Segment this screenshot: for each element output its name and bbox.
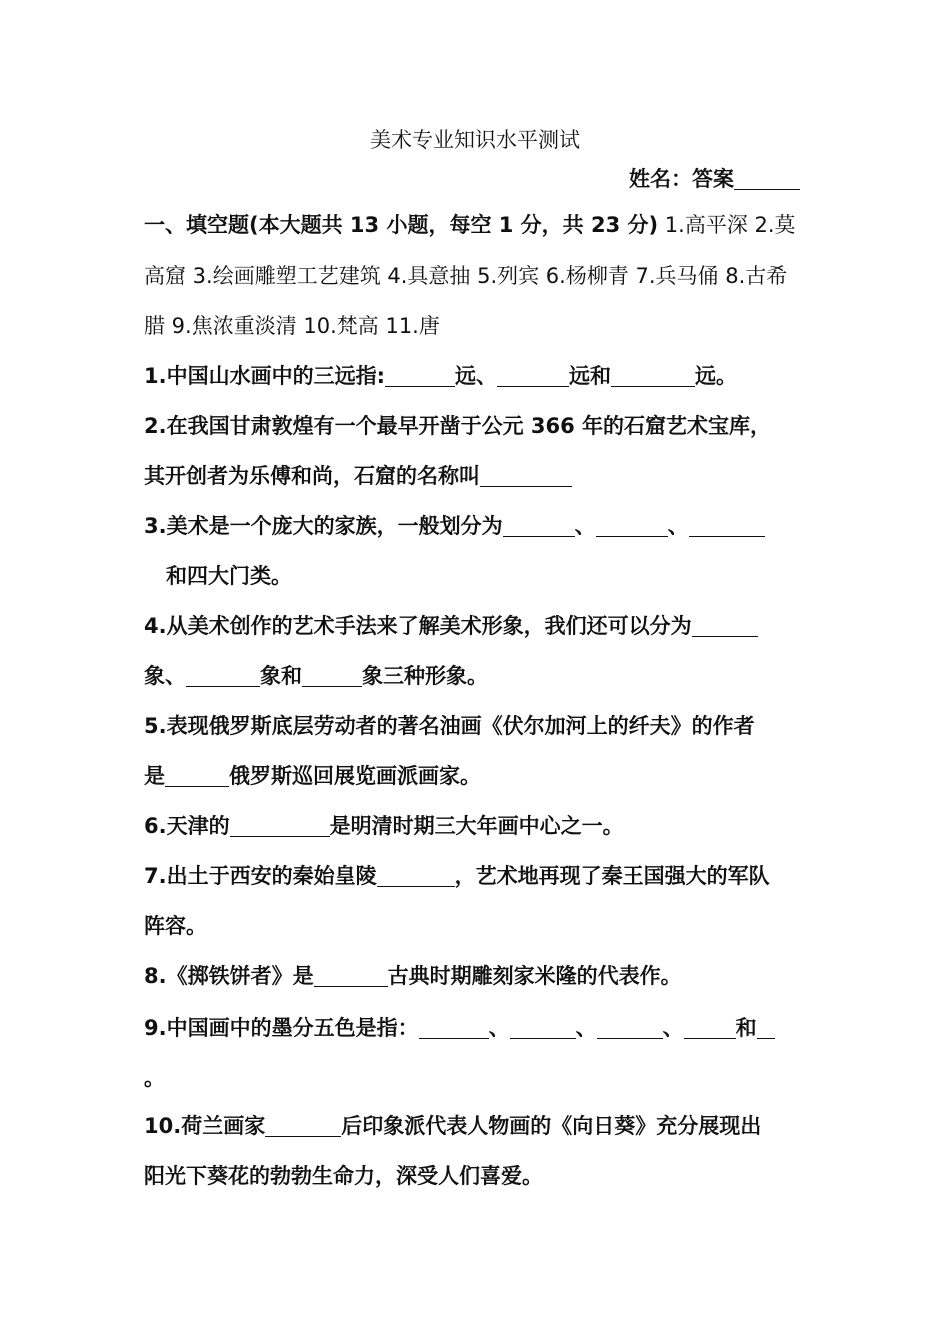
q6-text-b: 是明清时期三大年画中心之一。 <box>329 814 624 838</box>
question-2-line-1: 2.在我国甘肃敦煌有一个最早开凿于公元 366 年的石窟艺术宝库， <box>144 414 772 438</box>
question-7 <box>144 862 806 890</box>
q2-blank-1[interactable] <box>480 464 572 487</box>
q1-text-c: 远和 <box>569 364 611 388</box>
question-3 <box>144 512 806 540</box>
q4-text-a: 4.从美术创作的艺术手法来了解美术形象，我们还可以分为 <box>144 614 692 638</box>
q8-text-a: 8.《掷铁饼者》是 <box>144 964 314 988</box>
q4-text-d: 象三种形象。 <box>362 664 488 688</box>
q4-blank-2[interactable] <box>186 664 260 687</box>
q3-blank-1[interactable] <box>503 514 575 537</box>
q7-text-b: ，艺术地再现了秦王国强大的军队 <box>454 864 770 888</box>
q10-text-a: 10.荷兰画家 <box>144 1114 266 1138</box>
name-blank[interactable] <box>734 167 800 190</box>
q4-text-b: 象、 <box>144 664 186 688</box>
q10-blank-1[interactable] <box>265 1114 341 1137</box>
q3-blank-2[interactable] <box>596 514 668 537</box>
q9-blank-2[interactable] <box>510 1016 576 1039</box>
question-10-line-2: 阳光下葵花的勃勃生命力，深受人们喜爱。 <box>144 1164 543 1188</box>
q4-blank-3[interactable] <box>302 664 362 687</box>
name-field <box>629 163 800 193</box>
q1-blank-1[interactable] <box>385 364 455 387</box>
section-heading-line <box>144 211 806 239</box>
question-9-line-2: 。 <box>144 1066 165 1090</box>
question-9 <box>144 1014 806 1042</box>
question-1 <box>144 362 806 390</box>
q1-text-b: 远、 <box>455 364 497 388</box>
q6-text-a: 6.天津的 <box>144 814 230 838</box>
q7-blank-1[interactable] <box>377 864 455 887</box>
section-heading: 一、填空题(本大题共 13 小题，每空 1 分，共 23 分) <box>144 213 659 237</box>
q9-text-c: 、 <box>575 1016 597 1040</box>
q9-text-b: 、 <box>488 1016 510 1040</box>
q1-blank-3[interactable] <box>611 364 695 387</box>
q3-text-b: 、 <box>574 514 596 538</box>
q1-text-d: 远。 <box>695 364 737 388</box>
q1-blank-2[interactable] <box>497 364 569 387</box>
q3-text-c: 、 <box>667 514 689 538</box>
answers-line-2: 高窟 3.绘画雕塑工艺建筑 4.具意抽 5.列宾 6.杨柳青 7.兵马俑 8.古希 <box>144 264 788 288</box>
q1-text-a: 1.中国山水画中的三远指: <box>144 364 385 388</box>
q9-text-e: 和 <box>735 1016 757 1040</box>
q5-text-a: 是 <box>144 764 165 788</box>
q9-text-a: 9.中国画中的墨分五色是指： <box>144 1016 419 1040</box>
q9-blank-5[interactable] <box>757 1016 775 1039</box>
page-title: 美术专业知识水平测试 <box>370 128 580 152</box>
question-10 <box>144 1112 806 1140</box>
name-label: 姓名：答案 <box>629 167 734 191</box>
q8-blank-1[interactable] <box>314 964 388 987</box>
q6-blank-1[interactable] <box>230 814 330 837</box>
q5-blank-1[interactable] <box>165 764 229 787</box>
q4-blank-1[interactable] <box>692 614 758 637</box>
q4-text-c: 象和 <box>260 664 302 688</box>
question-7-line-2: 阵容。 <box>144 914 207 938</box>
q2-text: 其开创者为乐傅和尚，石窟的名称叫 <box>144 464 480 488</box>
q9-text-d: 、 <box>662 1016 684 1040</box>
question-5-line-2 <box>144 762 806 790</box>
question-8 <box>144 962 806 990</box>
question-4-line-2 <box>144 662 806 690</box>
q3-text-a: 3.美术是一个庞大的家族，一般划分为 <box>144 514 503 538</box>
answers-line-1: 1.高平深 2.莫 <box>658 213 796 237</box>
q8-text-b: 古典时期雕刻家米隆的代表作。 <box>387 964 682 988</box>
question-5-line-1: 5.表现俄罗斯底层劳动者的著名油画《伏尔加河上的纤夫》的作者 <box>144 714 755 738</box>
question-2-line-2 <box>144 462 806 490</box>
question-4 <box>144 612 806 640</box>
answers-line-3: 腊 9.焦浓重淡清 10.梵高 11.唐 <box>144 314 440 338</box>
q7-text-a: 7.出土于西安的秦始皇陵 <box>144 864 377 888</box>
q9-blank-3[interactable] <box>597 1016 663 1039</box>
question-6 <box>144 812 806 840</box>
question-3-line-2: 和四大门类。 <box>166 564 292 588</box>
q3-blank-3[interactable] <box>689 514 765 537</box>
q10-text-b: 后印象派代表人物画的《向日葵》充分展现出 <box>341 1114 762 1138</box>
q9-blank-4[interactable] <box>684 1016 736 1039</box>
q5-text-b: 俄罗斯巡回展览画派画家。 <box>229 764 481 788</box>
q9-blank-1[interactable] <box>419 1016 489 1039</box>
